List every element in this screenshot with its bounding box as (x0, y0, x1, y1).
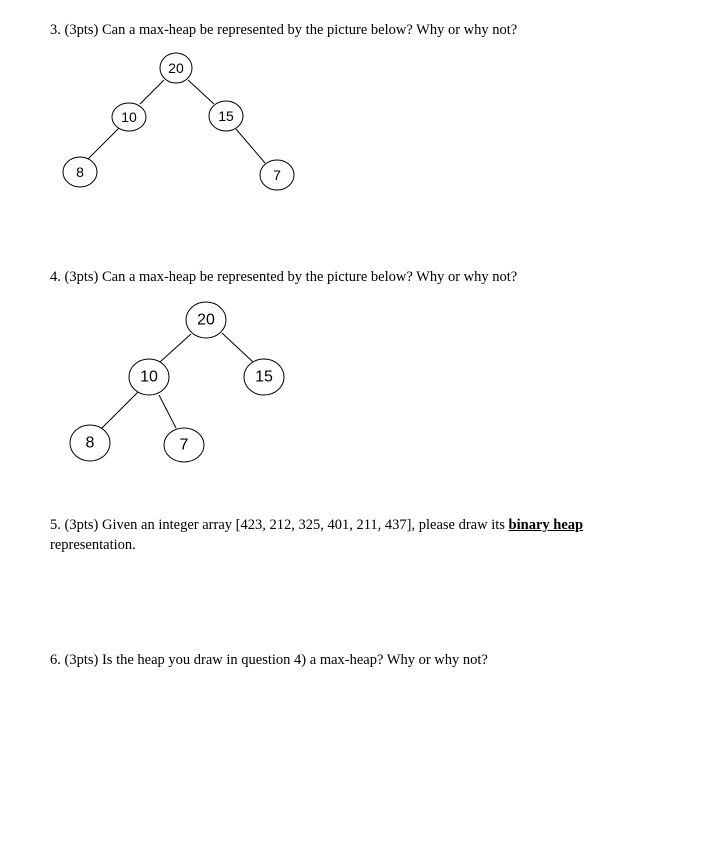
binary-heap-term: binary heap (508, 517, 584, 533)
edge-20-15 (222, 333, 253, 362)
tree-node-root (186, 302, 226, 338)
node-label: 8 (85, 434, 95, 452)
tree-node-left-right (164, 428, 204, 462)
question-5 (50, 515, 630, 555)
node-label: 7 (273, 167, 281, 183)
node-label: 10 (140, 368, 158, 386)
question-number: 5. (50, 517, 61, 533)
tree-node-left (129, 359, 169, 395)
node-label: 10 (121, 109, 137, 125)
question-number: 4. (50, 269, 61, 285)
question-text: Can a max-heap be represented by the picture below? Why or why not? (101, 22, 518, 38)
tree-node-right (244, 359, 284, 395)
question-text: Is the heap you draw in question 4) a max-heap? Why or why not? (101, 652, 488, 668)
node-label: 7 (179, 436, 189, 454)
question-6 (50, 650, 488, 670)
node-label: 15 (218, 108, 234, 124)
question-points: (3pts) (64, 652, 99, 668)
node-label: 8 (76, 164, 84, 180)
tree-node-left-left (70, 425, 110, 461)
question-number: 3. (50, 22, 61, 38)
question-points: (3pts) (64, 269, 99, 285)
edge-20-10 (160, 334, 191, 362)
node-label: 15 (255, 368, 273, 386)
question-points: (3pts) (64, 22, 99, 38)
node-label: 20 (197, 311, 215, 329)
edge-10-7 (159, 395, 176, 428)
question-points: (3pts) (64, 517, 99, 533)
node-label: 20 (168, 60, 184, 76)
question-text: Can a max-heap be represented by the picture below? Why or why not? (101, 269, 518, 285)
question-number: 6. (50, 652, 61, 668)
question-text-continued: representation. (50, 537, 136, 553)
question-text: Given an integer array [423, 212, 325, 401, 211, 437], please draw its (101, 517, 505, 533)
edge-10-8 (101, 392, 138, 429)
